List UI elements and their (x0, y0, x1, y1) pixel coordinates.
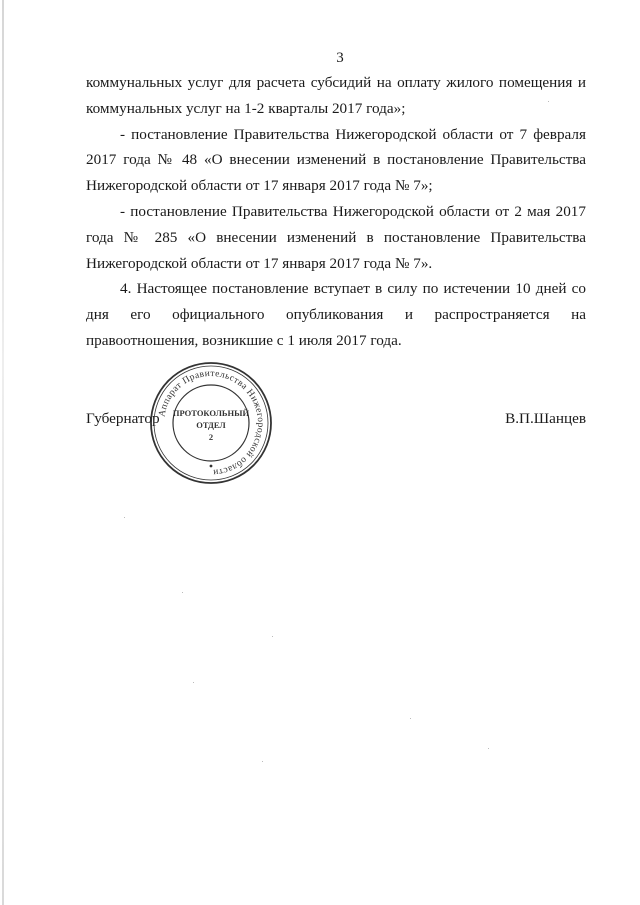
signatory-title: Губернатор (86, 410, 160, 427)
official-stamp (148, 360, 274, 486)
scan-speck (262, 761, 263, 762)
scan-speck (548, 101, 549, 102)
scan-edge (2, 0, 4, 905)
stamp-seal-icon (148, 360, 274, 486)
scan-speck (272, 636, 273, 637)
page-number: 3 (336, 50, 344, 66)
paragraph-continuation: коммунальных услуг для расчета субсидий на оплату жилого помещения и коммунальных услуг на 1-2 кварталы 2017 года»; (86, 74, 586, 117)
scan-speck (488, 748, 489, 749)
paragraph-decree-48: - постановление Правительства Нижегородской области от 7 февраля 2017 года № 48 «О внесении изменений в постановление Правительства Нижегородской области от 17 января 2017 года № 7»; (86, 125, 586, 195)
stamp-line-3: 2 (208, 432, 214, 442)
stamp-ring-text: Аппарат Правительства Нижегородской области (157, 368, 266, 478)
scan-speck (124, 517, 125, 518)
stamp-line-1: ПРОТОКОЛЬНЫЙ (172, 408, 250, 418)
scan-speck (182, 592, 183, 593)
paragraph-effective-date: 4. Настоящее постановление вступает в силу по истечении 10 дней со дня его официального опубликования и распространяется на правоотношения, возникшие с 1 июля 2017 года. (86, 280, 586, 349)
stamp-line-2: ОТДЕЛ (196, 420, 226, 430)
document-body (86, 70, 586, 354)
paragraph-decree-285: - постановление Правительства Нижегородской области от 2 мая 2017 года № 285 «О внесении изменений в постановление Правительства Нижегородской области от 17 января 2017 года № 7». (86, 202, 586, 272)
signatory-name: В.П.Шанцев (505, 410, 586, 427)
scan-speck (193, 682, 194, 683)
scan-speck (410, 718, 411, 719)
